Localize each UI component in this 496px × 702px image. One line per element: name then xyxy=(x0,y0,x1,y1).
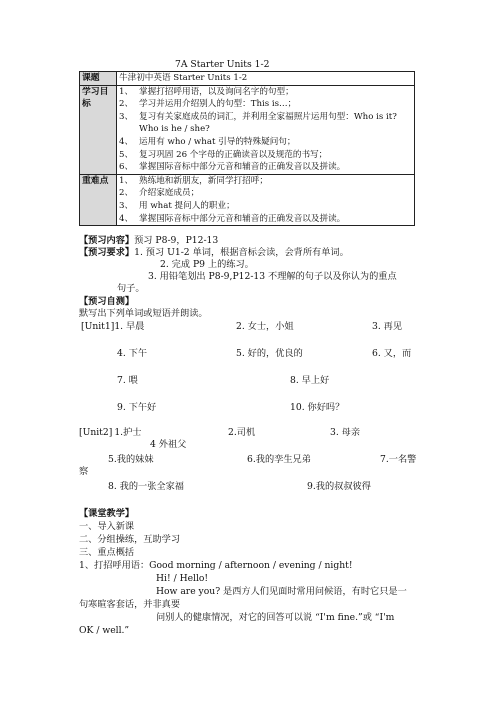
vocab-item: 8. 早上好 xyxy=(290,375,330,386)
vocab-item: 1. 早晨 xyxy=(114,321,145,332)
key-points-label: 重难点 xyxy=(80,174,117,225)
greeting-line-1 xyxy=(79,560,353,572)
key-item: 4、 掌握国际音标中部分元音和辅音的正确发音以及拼读。 xyxy=(119,213,346,224)
greeting-line-2: Hi! / Hello! xyxy=(156,573,209,584)
vocab-item: 2. 女士，小姐 xyxy=(236,321,294,332)
key-points-row xyxy=(80,174,415,225)
key-item: 2、 介绍家庭成员； xyxy=(119,188,200,199)
greeting-line-6: OK / well.” xyxy=(79,625,130,636)
classroom-step: 三、重点概括 xyxy=(79,547,135,558)
vocab-item: 3. 母亲 xyxy=(330,427,361,438)
vocab-item: 2.司机 xyxy=(228,427,256,438)
greeting-line-4: 句寒暄客套话，并非真要 xyxy=(79,599,181,610)
preview-requirement-2: 2. 完成 P9 上的练习。 xyxy=(160,259,254,270)
self-test-instruction: 默写出下列单词或短语并朗读。 xyxy=(79,308,208,319)
goal-item: 1、 掌握打招呼用语，以及询问名字的句型； xyxy=(119,86,294,97)
goal-item: 6、 掌握国际音标中部分元音和辅音的正确发音以及拼读。 xyxy=(119,162,346,173)
unit2-tag: [Unit2] xyxy=(79,427,113,438)
key-item: 1、 熟练地和新朋友，新同学打招呼； xyxy=(119,175,268,186)
greeting-line-3: How are you? 是西方人们见面时常用问候语，有时它只是一 xyxy=(156,586,407,597)
vocab-item: 7. 喂 xyxy=(117,375,138,386)
preview-content-label: 【预习内容】 xyxy=(79,235,135,246)
key-item: 3、 用 what 提问人的职业； xyxy=(119,200,235,211)
vocab-item: 5.我的妹妹 xyxy=(108,454,154,465)
preview-content-text: 预习 P8-9，P12-13 xyxy=(134,235,219,246)
lesson-plan-table xyxy=(79,71,415,226)
classroom-step: 一、导入新课 xyxy=(79,521,135,532)
vocab-item: 6.我的孪生兄弟 xyxy=(247,454,311,465)
topic-value: 牛津初中英语 Starter Units 1-2 xyxy=(117,72,415,86)
vocab-item: 察 xyxy=(79,466,89,477)
classroom-label: 【课堂教学】 xyxy=(79,508,135,519)
vocab-item: 6. 又，而 xyxy=(372,348,412,359)
goal-item: 5、 复习巩固 26 个字母的正确读音以及规范的书写； xyxy=(119,149,328,160)
goals-list xyxy=(117,85,415,174)
goals-label: 学习目标 xyxy=(80,85,117,174)
document-title: 7A Starter Units 1-2 xyxy=(175,59,270,70)
vocab-item: 5. 好的，优良的 xyxy=(236,348,303,359)
preview-requirement-1: 1. 预习 U1-2 单词，根据音标会读，会背所有单词。 xyxy=(134,247,349,258)
goals-row xyxy=(80,85,415,174)
vocab-item: 8. 我的一张全家福 xyxy=(108,481,184,492)
preview-requirements-label: 【预习要求】 xyxy=(79,247,135,258)
vocab-item: 4. 下午 xyxy=(117,348,148,359)
vocab-item: 3. 再见 xyxy=(372,321,403,332)
preview-requirements-line xyxy=(79,247,349,259)
topic-label: 课题 xyxy=(80,72,117,86)
vocab-item: 4 外祖父 xyxy=(150,439,187,450)
vocab-item: 10. 你好吗？ xyxy=(290,402,345,413)
greeting-line-5: 问别人的健康情况，对它的回答可以说 “I'm fine.”或 “I'm xyxy=(156,612,395,623)
preview-requirement-3-cont: 句子。 xyxy=(117,283,145,294)
greeting-label: 1、打招呼用语： xyxy=(79,560,150,571)
classroom-step: 二、分组操练，互助学习 xyxy=(79,534,181,545)
goal-item: 2、 学习并运用介绍别人的句型：This is…； xyxy=(119,99,297,110)
unit1-row-1 xyxy=(81,321,144,333)
topic-row xyxy=(80,72,415,86)
goal-item: 3、 复习有关家庭成员的词汇，并利用全家福照片运用句型：Who is it? Who is he / she? xyxy=(119,111,397,135)
vocab-item: 9.我的叔叔彼得 xyxy=(307,481,371,492)
vocab-item: 7.一名警 xyxy=(380,454,417,465)
self-test-label: 【预习自测】 xyxy=(79,296,135,307)
goal-item: 4、 运用有 who / what 引导的特殊疑问句； xyxy=(119,136,296,147)
vocab-item: 9. 下午好 xyxy=(117,402,157,413)
unit1-tag: [Unit1] xyxy=(81,321,115,332)
vocab-item: 1.护士 xyxy=(114,427,142,438)
greeting-phrases: Good morning / afternoon / evening / night! xyxy=(149,560,353,571)
key-points-list xyxy=(117,174,415,225)
preview-requirement-3: 3. 用铅笔划出 P8-9,P12-13 不理解的句子以及你认为的重点 xyxy=(148,271,397,282)
unit2-row-1 xyxy=(79,427,141,439)
preview-content-line xyxy=(79,235,218,247)
